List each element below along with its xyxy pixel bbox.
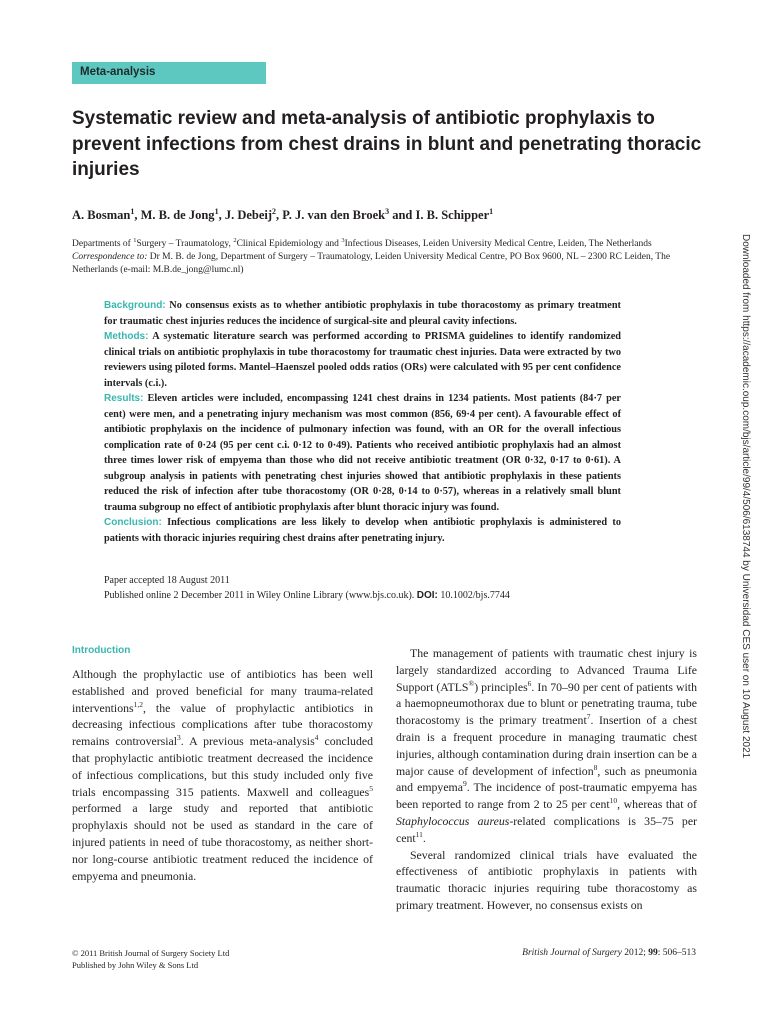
author-name: M. B. de Jong xyxy=(140,208,215,223)
citation: 9 xyxy=(462,779,467,789)
doi-link[interactable]: 10.1002/bjs.7744 xyxy=(437,590,510,601)
footer-copyright: © 2011 British Journal of Surgery Society Ltd Published by John Wiley & Sons Ltd xyxy=(72,948,230,970)
citation: 3 xyxy=(177,733,181,743)
citation: 10 xyxy=(609,796,618,806)
published-line: Published online 2 December 2011 in Wiley Online Library (www.bjs.co.uk). DOI: 10.1002/bjs.7744 xyxy=(104,590,510,601)
article-title: Systematic review and meta-analysis of antibiotic prophylaxis to prevent infections from chest drains in blunt and penetrating thoracic injuries xyxy=(72,108,702,180)
affiliations: Departments of $^1$Surgery – Traumatology, $^2$Clinical Epidemiology and $^3$Infectious Diseases, Leiden University Medical Centre, Leiden, The Netherlands Correspondence to: Dr M. B. de Jong, Department of Surgery – Traumatology, Leiden University Medical Centre, PO Box 9600, NL – 2300 RC Leiden, The Netherlands (e-mail: M.B.de_jong@lumc.nl) xyxy=(72,237,671,276)
abstract-results: Results: Eleven articles were included, encompassing 1241 chest drains in 1234 patients. Most patients (84·7 per cent) were men, and a penetrating injury mechanism was most common (856, 69·4 per cent). A favourable effect of antibiotic prophylaxis on the incidence of pulmonary infection was found, with an OR for the overall infectious complication rate of 0·24 (95 per cent c.i. 0·12 to 0·49). Patients who received antibiotic prophylaxis had an almost three times lower risk of empyema than those who did not receive antibiotic treatment (OR 0·32, 0·17 to 0·61). A subgroup analysis in patients with penetrating chest injuries showed that antibiotic prophylaxis in these patients reduced the risk of infection after tube thoracostomy (OR 0·28, 0·14 to 0·57), whereas in a relatively small blunt trauma subgroup no effect of antibiotic prophylaxis after blunt thoracic injury was found. xyxy=(104,393,621,513)
section-label: Meta-analysis xyxy=(80,66,156,78)
intro-paragraph-2: The management of patients with traumatic chest injury is largely standardized according to Advanced Trauma Life Support (ATLS®) principles$^6$. In 70–90 per cent of patients with a haemopneumothorax due to blunt or penetrating trauma, tube thoracostomy is the primary treatment$^7$. Insertion of a chest drain is a frequent procedure in managing traumatic chest injuries, although contamination during drain insertion can be a major cause of development of infection$^8$, such as pneumonia and empyema$^9$. The incidence of post-traumatic empyema has been reported to range from 2 to 25 per cent$^{10}$, whereas that of Staphylococcus aureus-related complications is 35–75 per cent$^{11}$. xyxy=(396,646,697,845)
footer-citation: British Journal of Surgery 2012; 99: 506–513 xyxy=(522,948,696,958)
author-name: J. Debeij xyxy=(224,208,273,223)
citation: 8 xyxy=(593,762,598,772)
section-heading: Introduction xyxy=(72,645,131,656)
correspondence-text: Dr M. B. de Jong, Department of Surgery – Traumatology, Leiden University Medical Centre, PO Box 9600, NL – 2300 RC Leiden, The Netherlands (e-mail: M.B.de_jong@lumc.nl) xyxy=(72,252,671,276)
author-name: I. B. Schipper xyxy=(415,208,490,223)
abstract-conclusion: Conclusion: Infectious complications are less likely to develop when antibiotic prophylaxis is administered to patients with thoracic injuries requiring chest drains after penetrating injury. xyxy=(104,517,621,544)
download-notice-text: Downloaded from https://academic.oup.com/bjs/article/99/4/506/6138744 by Universidad CES user on 10 August 2021 xyxy=(740,234,751,759)
citation: 6 xyxy=(527,678,532,688)
body-column-right xyxy=(396,645,697,914)
author-name: P. J. van den Broek xyxy=(282,208,386,223)
citation: 5 xyxy=(369,783,373,793)
download-notice xyxy=(737,234,751,834)
citation: 1,2 xyxy=(133,699,143,709)
citation: 11 xyxy=(415,829,423,839)
abstract xyxy=(104,298,621,546)
accepted-date: Paper accepted 18 August 2011 xyxy=(104,575,230,586)
correspondence-label: Correspondence to: xyxy=(72,252,148,263)
citation: 4 xyxy=(314,733,319,743)
author-list: A. Bosman$^1$, M. B. de Jong$^1$, J. Debeij$^2$, P. J. van den Broek$^3$ and I. B. Schipper$^1$ xyxy=(72,207,494,223)
body-column-left xyxy=(72,645,373,884)
citation: 7 xyxy=(586,712,591,722)
intro-paragraph-1: Although the prophylactic use of antibiotics has been well established and proved beneficial for many trauma-related interventions$^{1,2}$, the value of prophylactic antibiotics in decreasing infectious complications after tube thoracostomy remains controversial$^3$. A previous meta-analysis$^4$ concluded that prophylactic antibiotic treatment decreased the incidence of infectious complications, but this study included only five trials encompassing 315 patients. Maxwell and colleagues$^5$ performed a large study and reported that antibiotic prophylaxis should not be used as standard in the care of injured patients in need of tube thoracostomy, as neither short- nor long-course antibiotic treatment reduced the incidence of empyema and pneumonia. xyxy=(72,667,373,883)
author-name: A. Bosman xyxy=(72,208,131,223)
section-banner xyxy=(72,62,266,84)
abstract-methods: Methods: A systematic literature search was performed according to PRISMA guidelines to identify randomized clinical trials on antibiotic prophylaxis in tube thoracostomy for traumatic chest injuries. Data were extracted by two reviewers using piloted forms. Mantel–Haenszel pooled odds ratios (ORs) were calculated with 95 per cent confidence intervals (c.i.). xyxy=(104,331,621,389)
intro-paragraph-3: Several randomized clinical trials have evaluated the effectiveness of antibiotic prophylaxis in patients with traumatic thoracic injuries requiring tube thoracostomy as primary treatment. However, no consensus exists on xyxy=(396,847,697,912)
abstract-background: Background: No consensus exists as to whether antibiotic prophylaxis in tube thoracostomy as primary treatment for traumatic chest injuries reduces the incidence of surgical-site and pleural cavity infections. xyxy=(104,300,621,327)
publication-meta xyxy=(104,573,624,603)
